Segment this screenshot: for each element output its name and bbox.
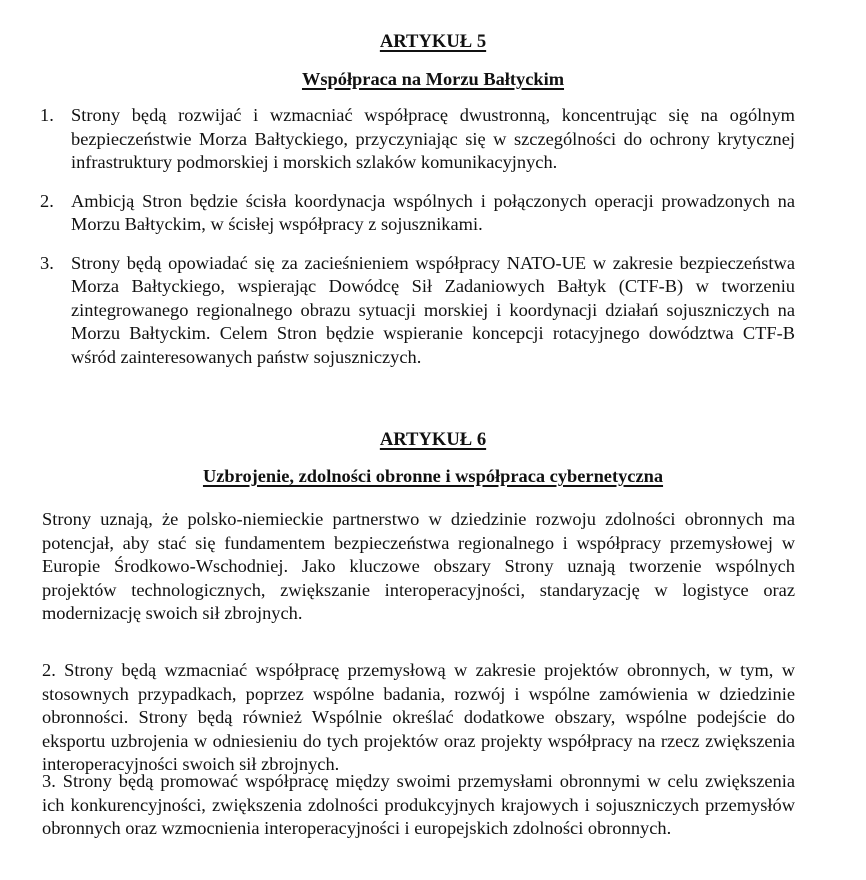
- item-text: Strony będą rozwijać i wzmacniać współpracę dwustronną, koncentrując się na ogólnym bezpieczeństwie Morza Bałtyckiego, przyczyniając się w szczególności do ochrony krytycznej infrastruktury podmorskiej i morskich szlaków komunikacyjnych.: [71, 105, 795, 172]
- article-5-item-1: [40, 104, 795, 175]
- article-5-list: [40, 104, 795, 369]
- article-5-item-2: [40, 190, 795, 237]
- article-6-title: ARTYKUŁ 6: [379, 429, 487, 450]
- item-number: 3.: [40, 252, 54, 273]
- article-6-paragraph-3: 3. Strony będą promować współpracę między swoimi przemysłami obronnymi w celu zwiększenia ich konkurencyjności, zwiększenia zdolności produkcyjnych krajowych i sojuszniczych przemysłów obronnych oraz wzmocnienia interoperacyjności i europejskich zdolności obronnych.: [42, 771, 795, 838]
- article-5-title: ARTYKUŁ 5: [379, 31, 487, 52]
- article-5-subtitle: Współpraca na Morzu Bałtyckim: [301, 69, 565, 89]
- article-6-subtitle: Uzbrojenie, zdolności obronne i współpraca cybernetyczna: [202, 466, 664, 486]
- article-6-paragraph-2: 2. Strony będą wzmacniać współpracę przemysłową w zakresie projektów obronnych, w tym, w stosownych przypadkach, poprzez wspólne badania, rozwój i wspólne zamówienia w dziedzinie obronności. Strony będą również Wspólnie określać dodatkowe obszary, wspólne podejście do eksportu uzbrojenia w odniesieniu do tych projektów oraz projekty współpracy na rzecz zwiększenia interoperacyjności swoich sił zbrojnych.: [42, 660, 795, 774]
- item-number: 1.: [40, 105, 54, 125]
- item-text: Strony będą opowiadać się za zacieśnieniem współpracy NATO-UE w zakresie bezpieczeństwa Morza Bałtyckiego, wspierając Dowódcę Sił Zadaniowych Bałtyk (CTF-B) w tworzeniu zintegrowanego regionalnego obrazu sytuacji morskiej i koordynacji działań sojuszniczych na Morzu Bałtyckim. Celem Stron będzie wspieranie koncepcji rotacyjnego dowództwa CTF-B wśród zainteresowanych państw sojuszniczych.: [71, 252, 795, 367]
- article-6-paragraph-1: Strony uznają, że polsko-niemieckie partnerstwo w dziedzinie rozwoju zdolności obronnych ma potencjał, aby stać się fundamentem bezpieczeństwa regionalnego i współpracy przemysłowej w Europie Środkowo-Wschodniej. Jako kluczowe obszary Strony uznają tworzenie wspólnych projektów technologicznych, zwiększanie interoperacyjności, standaryzację w logistyce oraz modernizację swoich sił zbrojnych.: [42, 509, 795, 623]
- item-number: 2.: [40, 190, 54, 211]
- article-5-item-3: [40, 252, 795, 370]
- item-text: Ambicją Stron będzie ścisła koordynacja wspólnych i połączonych operacji prowadzonych na Morzu Bałtyckim, w ścisłej współpracy z sojusznikami.: [71, 190, 795, 234]
